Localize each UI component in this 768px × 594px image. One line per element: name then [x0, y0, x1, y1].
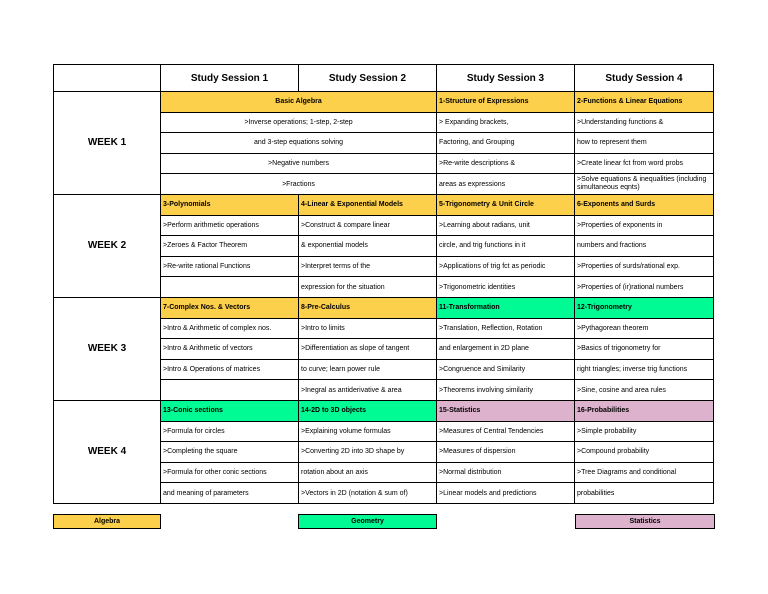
topic-item: >Understanding functions & — [575, 112, 714, 133]
topic-item: >Measures of dispersion — [437, 442, 575, 463]
topic-item: >Properties of surds/rational exp. — [575, 256, 714, 277]
table-row — [54, 194, 714, 215]
topic-item — [161, 380, 299, 401]
topic-item: >Learning about radians, unit — [437, 215, 575, 236]
topic-item: to curve; learn power rule — [299, 359, 437, 380]
topic-item: >Linear models and predictions — [437, 483, 575, 504]
topic-item: >Zeroes & Factor Theorem — [161, 236, 299, 257]
topic-title: 2-Functions & Linear Equations — [575, 92, 714, 113]
topic-item: > Expanding brackets, — [437, 112, 575, 133]
legend-geometry: Geometry — [298, 514, 437, 529]
table-row — [54, 297, 714, 318]
legend-algebra: Algebra — [53, 514, 161, 529]
topic-item: & exponential models — [299, 236, 437, 257]
topic-title: 8-Pre-Calculus — [299, 297, 437, 318]
topic-item: >Properties of (ir)rational numbers — [575, 277, 714, 298]
topic-title: 11-Transformation — [437, 297, 575, 318]
study-schedule-table — [53, 64, 714, 504]
topic-item: >Congruence and Similarity — [437, 359, 575, 380]
topic-item: >Construct & compare linear — [299, 215, 437, 236]
header-session-2: Study Session 2 — [299, 65, 437, 92]
table-row — [54, 92, 714, 113]
topic-item: >Interpret terms of the — [299, 256, 437, 277]
topic-item: >Inverse operations; 1-step, 2-step — [161, 112, 437, 133]
topic-item: areas as expressions — [437, 174, 575, 195]
topic-item: >Properties of exponents in — [575, 215, 714, 236]
topic-item: >Negative numbers — [161, 153, 437, 174]
header-session-4: Study Session 4 — [575, 65, 714, 92]
topic-item: and meaning of parameters — [161, 483, 299, 504]
topic-title: 1-Structure of Expressions — [437, 92, 575, 113]
header-session-1: Study Session 1 — [161, 65, 299, 92]
topic-item: >Translation, Reflection, Rotation — [437, 318, 575, 339]
topic-item: >Normal distribution — [437, 462, 575, 483]
topic-item: numbers and fractions — [575, 236, 714, 257]
table-row — [54, 400, 714, 421]
topic-item: >Applications of trig fct as periodic — [437, 256, 575, 277]
topic-title: 4-Linear & Exponential Models — [299, 194, 437, 215]
topic-item: >Perform arithmetic operations — [161, 215, 299, 236]
topic-item: >Differentiation as slope of tangent — [299, 339, 437, 360]
week-label: WEEK 3 — [54, 297, 161, 400]
header-session-3: Study Session 3 — [437, 65, 575, 92]
week-label: WEEK 1 — [54, 92, 161, 195]
topic-title: 13-Conic sections — [161, 400, 299, 421]
topic-item: >Intro & Arithmetic of complex nos. — [161, 318, 299, 339]
topic-item: >Solve equations & inequalities (including simultaneous eqnts) — [575, 174, 714, 195]
week-label: WEEK 4 — [54, 400, 161, 503]
topic-item — [161, 277, 299, 298]
topic-item: >Intro & Operations of matrices — [161, 359, 299, 380]
topic-item: >Theorems involving similarity — [437, 380, 575, 401]
legend-statistics: Statistics — [575, 514, 715, 529]
topic-item: expression for the situation — [299, 277, 437, 298]
topic-item: rotation about an axis — [299, 462, 437, 483]
topic-item: >Sine, cosine and area rules — [575, 380, 714, 401]
topic-title: 3-Polynomials — [161, 194, 299, 215]
topic-item: >Fractions — [161, 174, 437, 195]
topic-item: >Trigonometric identities — [437, 277, 575, 298]
topic-item: >Measures of Central Tendencies — [437, 421, 575, 442]
topic-item: and enlargement in 2D plane — [437, 339, 575, 360]
topic-title: 5-Trigonometry & Unit Circle — [437, 194, 575, 215]
topic-item: >Simple probability — [575, 421, 714, 442]
topic-item: >Converting 2D into 3D shape by — [299, 442, 437, 463]
topic-title: 15-Statistics — [437, 400, 575, 421]
topic-item: probabilities — [575, 483, 714, 504]
topic-item: right triangles; inverse trig functions — [575, 359, 714, 380]
topic-item: >Explaining volume formulas — [299, 421, 437, 442]
topic-item: >Basics of trigonometry for — [575, 339, 714, 360]
topic-item: >Re-write rational Functions — [161, 256, 299, 277]
topic-item: >Completing the square — [161, 442, 299, 463]
topic-item: and 3-step equations solving — [161, 133, 437, 154]
week-label: WEEK 2 — [54, 194, 161, 297]
topic-item: >Create linear fct from word probs — [575, 153, 714, 174]
topic-item: >Formula for circles — [161, 421, 299, 442]
topic-title: 7-Complex Nos. & Vectors — [161, 297, 299, 318]
topic-item: >Pythagorean theorem — [575, 318, 714, 339]
topic-item: >Compound probability — [575, 442, 714, 463]
topic-item: Factoring, and Grouping — [437, 133, 575, 154]
topic-item: how to represent them — [575, 133, 714, 154]
header-row — [54, 65, 714, 92]
topic-item: >Re-write descriptions & — [437, 153, 575, 174]
corner-cell — [54, 65, 161, 92]
topic-item: >Tree Diagrams and conditional — [575, 462, 714, 483]
topic-title: 16-Probabilities — [575, 400, 714, 421]
topic-item: >Vectors in 2D (notation & sum of) — [299, 483, 437, 504]
topic-title: Basic Algebra — [161, 92, 437, 113]
topic-item: circle, and trig functions in it — [437, 236, 575, 257]
topic-title: 12-Trigonometry — [575, 297, 714, 318]
topic-item: >Intro & Arithmetic of vectors — [161, 339, 299, 360]
topic-title: 14-2D to 3D objects — [299, 400, 437, 421]
topic-item: >Inegral as antiderivative & area — [299, 380, 437, 401]
topic-item: >Formula for other conic sections — [161, 462, 299, 483]
topic-item: >Intro to limits — [299, 318, 437, 339]
topic-title: 6-Exponents and Surds — [575, 194, 714, 215]
